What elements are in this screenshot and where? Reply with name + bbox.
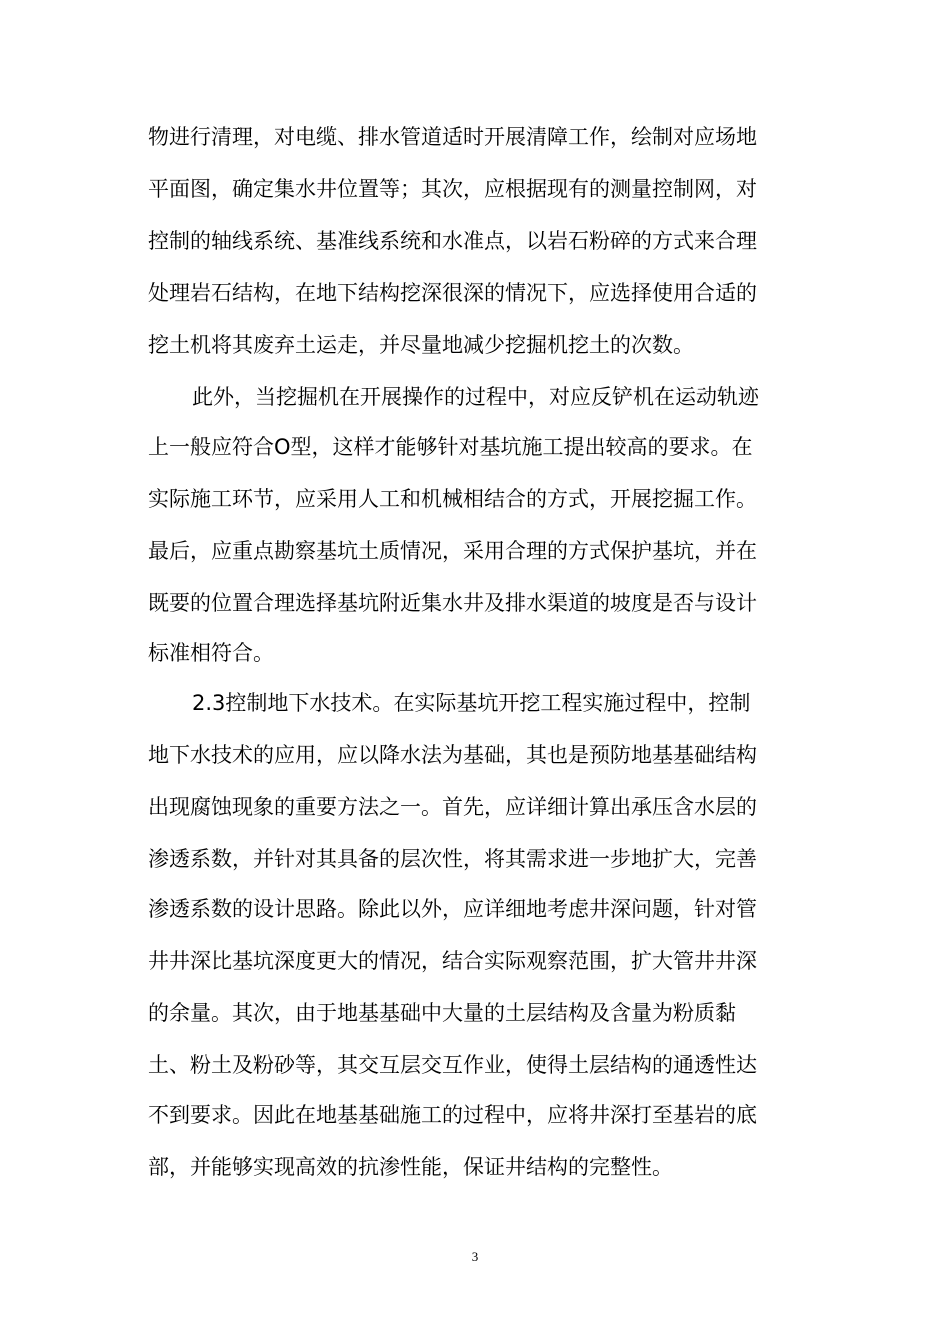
text-line: 挖土机将其废弃土运走，并尽量地减少挖掘机挖土的次数。 (148, 333, 694, 357)
text-line: 物进行清理，对电缆、排水管道适时开展清障工作，绘制对应场地 (148, 125, 757, 149)
text-line: 土、粉土及粉砂等，其交互层交互作业，使得土层结构的通透性达 (148, 1053, 757, 1077)
text-line: 实际施工环节，应采用人工和机械相结合的方式，开展挖掘工作。 (148, 487, 757, 511)
text-line: 标准相符合。 (148, 641, 274, 665)
text-line: 上一般应符合O型，这样才能够针对基坑施工提出较高的要求。在 (148, 435, 753, 459)
text-line: 2.3控制地下水技术。在实际基坑开挖工程实施过程中，控制 (192, 691, 751, 715)
text-line: 地下水技术的应用，应以降水法为基础，其也是预防地基基础结构 (148, 743, 757, 767)
text-line: 不到要求。因此在地基基础施工的过程中，应将井深打至基岩的底 (148, 1103, 757, 1127)
page-number: 3 (471, 1249, 479, 1264)
text-line: 既要的位置合理选择基坑附近集水井及排水渠道的坡度是否与设计 (148, 591, 757, 615)
text-line: 出现腐蚀现象的重要方法之一。首先，应详细计算出承压含水层的 (148, 795, 757, 819)
text-line: 部，并能够实现高效的抗渗性能，保证井结构的完整性。 (148, 1155, 673, 1179)
text-line: 的余量。其次，由于地基基础中大量的土层结构及含量为粉质黏 (148, 1001, 736, 1025)
text-line: 渗透系数，并针对其具备的层次性，将其需求进一步地扩大，完善 (148, 847, 757, 871)
text-line: 处理岩石结构，在地下结构挖深很深的情况下，应选择使用合适的 (148, 281, 757, 305)
text-line: 控制的轴线系统、基准线系统和水准点，以岩石粉碎的方式来合理 (148, 229, 757, 253)
text-line: 平面图，确定集水井位置等；其次，应根据现有的测量控制网，对 (148, 177, 757, 201)
text-line: 最后，应重点勘察基坑土质情况，采用合理的方式保护基坑，并在 (148, 539, 757, 563)
text-line: 井井深比基坑深度更大的情况，结合实际观察范围，扩大管井井深 (148, 949, 757, 973)
text-line: 此外，当挖掘机在开展操作的过程中，对应反铲机在运动轨迹 (192, 385, 759, 409)
text-line: 渗透系数的设计思路。除此以外，应详细地考虑井深问题，针对管 (148, 897, 757, 921)
